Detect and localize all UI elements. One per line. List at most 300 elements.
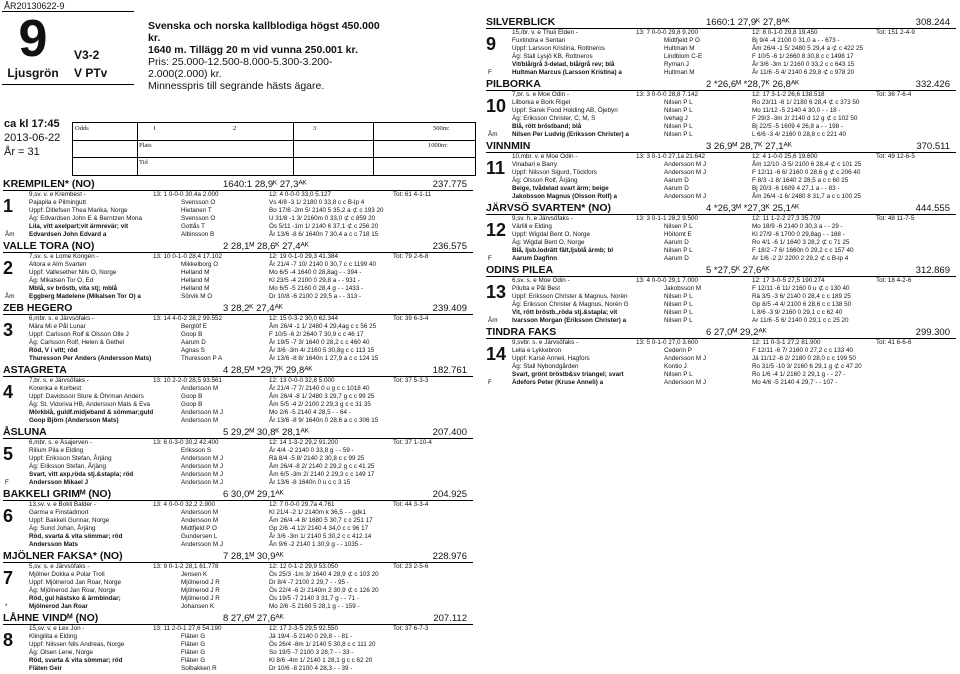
driver-name: Mikkelborg O: [181, 261, 219, 268]
driver-name: Svensson O: [181, 199, 216, 206]
race-record: Åm 26/4 -1 6/ 2480 8 31,7 a c c 100 25: [752, 193, 861, 200]
horse-name: MJÖLNER FAKSA* (NO): [3, 550, 123, 562]
horse-info: Uppf: Eriksson Stefan, Årjäng: [29, 455, 112, 462]
horse-distance-records: 3 28,2ᴷ 27,4ᴬᴷ: [223, 303, 283, 314]
horse-line: [486, 37, 956, 45]
horse-header: [486, 202, 956, 215]
driver-name: Kontio J: [664, 363, 687, 370]
horse-line: [3, 541, 473, 549]
horse-line: [486, 379, 956, 387]
race-record: Åm 5/5 -4 2/ 2100 2 29,3 g c c 31 35: [269, 401, 371, 408]
horse-stat: 12: 12 0-1-2 29,9 53.050: [269, 563, 338, 570]
horse-info: Äg: Olsen Lene, Norge: [29, 649, 94, 656]
horse-info: Mörkblå, guldf.midjeband & sömmar;guld: [29, 409, 154, 416]
horse-entry: [3, 488, 473, 549]
horse-entry: [486, 326, 956, 387]
driver-name: Andersson M J: [181, 409, 223, 416]
driver-name: Helland M: [181, 285, 210, 292]
driver-name: Berglöf E: [181, 323, 207, 330]
start-number: 3: [3, 320, 14, 340]
horse-line: [486, 255, 956, 263]
driver-name: Gundersen L: [181, 533, 218, 540]
race-record: Dr 10/6 -8 2100 4 28,3 - - 39 -: [269, 665, 353, 672]
horse-entry: [3, 426, 473, 487]
horse-points: 308.244: [915, 17, 950, 28]
driver-name: Aarum D: [181, 339, 206, 346]
horse-stat: 13: 3 0-1-1 28,2 9.500: [636, 215, 698, 222]
horse-stat: 9,svbr. s. e Järvsöfaks -: [512, 339, 579, 346]
divider: [2, 84, 134, 85]
driver-name: Aarum D: [664, 177, 689, 184]
horse-entry: [486, 264, 956, 325]
horse-info: Hultman Marcus (Larsson Kristina) a: [512, 69, 622, 76]
race-record: Ro 4/1 -6 1/ 1640 3 28,2 ⊄ c 71 25: [752, 239, 850, 246]
horse-entry: [3, 178, 473, 239]
horse-line: [486, 45, 956, 53]
horse-stat: Tot: 79 2-6-8: [393, 253, 429, 260]
race-record: F 10/5 -6 1/ 2660 8 30,8 c c 1498 17: [752, 53, 854, 60]
horse-name: BAKKELI GRIMᴹ (NO): [3, 488, 112, 500]
driver-name: Agnas S: [181, 347, 205, 354]
horse-info: Garma e Finstadmort: [29, 509, 89, 516]
race-record: Åm 26/4 -1 1/ 2480 4 29,4ag c c 56 25: [269, 323, 377, 330]
horse-info: Äg: St. Vidoriva HB, Andersson Mats & Eva: [29, 401, 150, 408]
horse-line: [3, 355, 473, 363]
horse-line: [486, 53, 956, 61]
horse-points: 444.555: [915, 203, 950, 214]
owner-mark: Åm: [5, 293, 15, 300]
year-note: År = 31: [4, 146, 40, 158]
horse-stat: 13: 9 0-1-2 28,1 61.778: [153, 563, 219, 570]
horse-stat: 15,/br. v. e Thuli Elden -: [512, 29, 578, 36]
horse-line: [486, 91, 956, 99]
start-number: 13: [486, 282, 507, 302]
horse-stat: 12: 15 0-3-2 30,0 62.344: [269, 315, 338, 322]
horse-line: [486, 177, 956, 185]
horse-line: [486, 285, 956, 293]
race-record: Vs 4/8 -3 1/ 2180 0 33,8 c c B-lp 4: [269, 199, 365, 206]
horse-info: Mjölnerod Jan Roar: [29, 603, 88, 610]
race-record: År 3/6 -3m 1/ 2140 5 30,2 c c 412 14: [269, 533, 372, 540]
horse-header: [3, 488, 473, 501]
owner-mark: *: [5, 603, 8, 610]
horse-info: Altora e Alm Svarten: [29, 261, 87, 268]
horse-info: Uppf: Carlsson Rolf & Olsson Olle J: [29, 331, 129, 338]
horse-stat: 13: 6 0-3-0 30,2 42.400: [153, 439, 219, 446]
driver-name: Svensson O: [181, 215, 216, 222]
race-record: Åm 26/4 -8 1/ 2480 3 29,7 g c c 99 25: [269, 393, 375, 400]
horse-line: [3, 455, 473, 463]
driver-name: Andersson M J: [181, 463, 223, 470]
horse-stat: 13: 7 0-0-0 29,8 9.200: [636, 29, 698, 36]
race-record: Jä 19/4 -5 2140 0 29,8 - - 81 -: [269, 633, 353, 640]
driver-name: Andersson M J: [664, 355, 706, 362]
horse-stat: 12: 17 3-0-5 27,5 190.274: [752, 277, 825, 284]
driver-name: Nilsen P L: [664, 223, 693, 230]
horse-name: PILBORKA: [486, 78, 541, 90]
horse-stat: 6,mbr. s. e Åsajerven -: [29, 439, 92, 446]
horse-points: 312.869: [915, 265, 950, 276]
driver-name: Mjölnerod J R: [181, 579, 220, 586]
driver-name: Goop B: [181, 331, 203, 338]
horse-info: Goop Björn (Andersson Mats): [29, 417, 119, 424]
result-grid: [72, 122, 476, 176]
horse-points: 228.976: [432, 551, 467, 562]
horse-line: [486, 301, 956, 309]
driver-name: Andersson M: [181, 509, 219, 516]
driver-name: Andersson M J: [181, 479, 223, 486]
driver-name: Ryman J: [664, 61, 689, 68]
race-record: Ös 22/4 -6 2/ 2140m 2 30,9 ⊄ c 126 20: [269, 587, 379, 594]
horse-stat: 12: 17 3-1-2 26,6 138.518: [752, 91, 825, 98]
horse-stat: Tot: 48 11-7-5: [876, 215, 915, 222]
horse-stat: 12: 17 2-3-5 29,5 92.550: [269, 625, 338, 632]
horse-name: TINDRA FAKS: [486, 326, 557, 338]
horse-info: Pilutta e Pål Best: [512, 285, 560, 292]
horse-info: Röd, svarta & vita sömmar; röd: [29, 657, 123, 664]
race-record: Åm 26/4 -8 2/ 2140 2 29,2 g c c 41 25: [269, 463, 375, 470]
horse-line: [486, 153, 956, 161]
race-record: So 19/5 -7 2100 3 28,7 - - 33 -: [269, 649, 354, 656]
horse-line: [3, 339, 473, 347]
horse-info: Nilsen Per Ludvig (Eriksson Christer) a: [512, 131, 629, 138]
race-record: År 3/6 -3m 4/ 2160 5 30,8g c c 113 15: [269, 347, 375, 354]
horse-info: Lilborka e Bork Rigel: [512, 99, 571, 106]
race-record: L 6/6 -3 4/ 2160 0 28,8 c c 221 40: [752, 131, 846, 138]
horse-info: Lella e Lykkebron: [512, 347, 562, 354]
horse-points: 370.511: [916, 141, 950, 152]
horse-distance-records: 5 29,2ᴹ 30,8ᴷ 28,1ᴬᴷ: [223, 427, 309, 438]
horse-info: Edvardsen John Edvard a: [29, 231, 107, 238]
horse-info: Klingilita e Elding: [29, 633, 77, 640]
race-record: Ar 1/6 -2 2/ 2200 2 29,2 ⊄ c B-lp 4: [752, 255, 849, 262]
driver-name: Andersson M: [181, 385, 219, 392]
grid-plats-label: Plats: [139, 142, 152, 149]
horse-info: Äg: Sund Johan, Årjäng: [29, 525, 96, 532]
driver-name: Fläten G: [181, 649, 206, 656]
horse-line: [3, 509, 473, 517]
race-record: F 18/2 -7 6/ 1660n 0 29,2 c c 157 40: [752, 247, 854, 254]
race-record: Jä 11/12 -6 2/ 2180 0 28,0 c c 199 50: [752, 355, 856, 362]
grid-col1: 1: [153, 125, 157, 132]
driver-name: Nilsen P L: [664, 123, 693, 130]
horse-line: [3, 253, 473, 261]
horse-info: Uppf: Davidsson Sture & Öhrman Anders: [29, 393, 144, 400]
race-record: Ro 23/11 -6 1/ 2180 6 28,4 ⊄ c 373 50: [752, 99, 860, 106]
race-id: ÅR20130622-9: [4, 1, 65, 11]
horse-info: Korenka e Korbest: [29, 385, 82, 392]
horse-stat: 13: 11 2-0-1 27,6 54.190: [153, 625, 222, 632]
driver-name: Andersson M J: [664, 169, 706, 176]
horse-info: Äg: Carlsson Rolf, Helen & Gethel: [29, 339, 125, 346]
horse-line: [3, 231, 473, 239]
horse-points: 237.775: [432, 179, 467, 190]
horse-distance-records: 2 28,1ᴹ 28,6ᴷ 27,4ᴬᴷ: [223, 241, 309, 252]
horse-stat: 9,sv. v. e Krembest -: [29, 191, 86, 198]
horse-stat: 13: 10 0-1-0 28,4 17.102: [153, 253, 222, 260]
horse-header: [3, 612, 473, 625]
grid-1000m: 1000m:: [428, 142, 448, 149]
horse-name: ZEB HEGERO: [3, 302, 73, 314]
horse-stat: Tot: 151 2-4-9: [876, 29, 915, 36]
horse-stat: 13: 3 0-1-0 27,1a 21.642: [636, 153, 705, 160]
horse-entry: [3, 550, 473, 611]
horse-info: Thuresson Per Anders (Andersson Mats): [29, 355, 152, 362]
horse-line: [3, 439, 473, 447]
driver-name: Aarum D: [664, 255, 689, 262]
horse-info: Uppf: Ditlefsen Thea Marika, Norge: [29, 207, 128, 214]
horse-stat: 12: 7 0-0-0 29,7a 4.761: [269, 501, 335, 508]
horse-line: [3, 501, 473, 509]
horse-line: [3, 347, 473, 355]
horse-line: [3, 603, 473, 611]
horse-info: Svart, grönt bröstb&sv triangel; svart: [512, 371, 624, 378]
horse-distance-records: 3 26,9ᴹ 28,7ᴷ 27,1ᴬᴷ: [706, 141, 792, 152]
race-record: F 8/3 -1 8/ 1640 2 28,5 a c c 60 25: [752, 177, 849, 184]
start-number: 2: [3, 258, 14, 278]
race-record: Åm 6/5 -3m 2/ 2140 2 29,3 c c 149 17: [269, 471, 375, 478]
grid-odds-label: Odds: [75, 125, 89, 132]
horse-info: Äg: Eriksson Christer & Magnus, Norén G: [512, 301, 629, 308]
owner-mark: F: [488, 69, 492, 76]
horse-stat: Tot: 18 4-2-6: [876, 277, 912, 284]
horse-line: [486, 239, 956, 247]
horse-line: [3, 323, 473, 331]
driver-name: Nilsen P L: [664, 317, 693, 324]
race-record: F 12/11 -6 7/ 2160 0 27,2 c c 133 40: [752, 347, 854, 354]
horse-line: [486, 277, 956, 285]
horse-column-left: [3, 178, 473, 674]
horse-line: [3, 377, 473, 385]
race-record: F 10/5 -6 2/ 2640 7 30,9 c c 46 17: [269, 331, 364, 338]
horse-distance-records: 5 *27,5ᴷ 27,6ᴬᴷ: [706, 265, 770, 276]
start-number: 8: [3, 630, 14, 650]
race-record: Bj 22/5 -5 1609 4 26,8 a - - 198 -: [752, 123, 844, 130]
owner-mark: F: [488, 379, 492, 386]
horse-info: Värlill e Elding: [512, 223, 552, 230]
race-record: Mo 11/12 -5 2140 4 30,0 - - 18 -: [752, 107, 841, 114]
horse-points: 204.925: [432, 489, 467, 500]
horse-info: Fläten Geir: [29, 665, 62, 672]
grid-col2: 2: [233, 125, 237, 132]
horse-info: Uppf: Mjölnerod Jan Roar, Norge: [29, 579, 122, 586]
horse-line: [486, 169, 956, 177]
horse-points: 299.300: [915, 327, 950, 338]
horse-line: [486, 185, 956, 193]
race-record: Bj 20/3 -6 1609 4 27,1 a - - 83 -: [752, 185, 840, 192]
owner-mark: Åm: [488, 317, 498, 324]
horse-name: VALLE TORA (NO): [3, 240, 95, 252]
driver-name: Helland M: [181, 277, 210, 284]
race-record: U 31/8 -1 3/ 2160m 0 33,0 ⊄ c 859 20: [269, 215, 376, 222]
horse-points: 239.409: [432, 303, 467, 314]
race-record: Kl 21/4 -2 1/ 2140m k 36,5 - - gdk1: [269, 509, 366, 516]
horse-line: [3, 447, 473, 455]
horse-name: KREMPILEN* (NO): [3, 178, 95, 190]
horse-line: [486, 371, 956, 379]
horse-info: Uppf: Karsé Anneli, Hagfors: [512, 355, 590, 362]
horse-stat: 12: 8 0-1-0 29,8 19.450: [752, 29, 818, 36]
horse-distance-records: 4 28,5ᴹ *29,7ᴷ 29,8ᴬᴷ: [223, 365, 313, 376]
horse-distance-records: 4 *26,3ᴹ *27,3ᴷ 25,1ᴬᴷ: [706, 203, 800, 214]
horse-line: [3, 331, 473, 339]
horse-stat: 13: 4 0-0-0 32,2 2.900: [153, 501, 215, 508]
driver-name: Hultman M: [664, 45, 695, 52]
horse-stat: 10,mbr. v. e Moe Odin -: [512, 153, 578, 160]
horse-line: [3, 191, 473, 199]
horse-info: Andersson Mikael J: [29, 479, 89, 486]
horse-stat: 13: 10 2-2-0 28,5 93.561: [153, 377, 222, 384]
horse-entry: [3, 612, 473, 673]
race-record: År 13/6 -8 8/ 1640n 1 27,9 a c c 124 15: [269, 355, 379, 362]
horse-stat: 13: 14 4-0-2 28,2 99.552: [153, 315, 222, 322]
horse-entry: [486, 140, 956, 201]
driver-name: Höitomt E: [664, 231, 692, 238]
horse-line: [486, 61, 956, 69]
race-record: Mo 2/6 -5 2160 5 28,1 g - - 159 -: [269, 603, 360, 610]
driver-name: Nilsen P L: [664, 371, 693, 378]
horse-line: [3, 625, 473, 633]
start-number: 14: [486, 344, 507, 364]
horse-stat: 13,sv. v. e Bokli Balder -: [29, 501, 96, 508]
horse-stat: 6,mbr. s. e Järvsöfaks -: [29, 315, 95, 322]
horse-info: Uppf: Bakkeli Gunnar, Norge: [29, 517, 110, 524]
race-record: Kl 27/9 -6 1700 0 29,8ag - - 188 -: [752, 231, 845, 238]
horse-line: [3, 215, 473, 223]
horse-line: [3, 533, 473, 541]
horse-distance-records: 1660:1 27,9ᴷ 27,8ᴬᴷ: [706, 17, 790, 28]
horse-name: ASTAGRETA: [3, 364, 67, 376]
driver-name: Nilsen P L: [664, 107, 693, 114]
race-record: Gp 2/6 -4 12/ 2140 4 34,0 c c 96 17: [269, 525, 369, 532]
horse-info: Eggberg Madelene (Mikalsen Tor O) a: [29, 293, 141, 300]
horse-line: [486, 69, 956, 77]
horse-info: Ivarsson Morgan (Eriksson Christer) a: [512, 317, 627, 324]
horse-stat: Tot: 37 5-3-3: [393, 377, 429, 384]
race-record: Ro 31/5 -10 3/ 2160 6 29,1 g ⊄ c 47 20: [752, 363, 862, 370]
horse-header: [3, 178, 473, 191]
owner-mark: Åm: [488, 131, 498, 138]
horse-line: [3, 517, 473, 525]
horse-header: [3, 426, 473, 439]
horse-info: Rilium Pila e Elding: [29, 447, 84, 454]
horse-entry: [3, 240, 473, 301]
horse-info: Uppf: Vallesether Nils O, Norge: [29, 269, 117, 276]
owner-mark: F: [5, 479, 9, 486]
horse-line: [3, 633, 473, 641]
horse-distance-records: 7 28,1ᴹ 30,9ᴬᴷ: [223, 551, 284, 562]
horse-stat: 12: 11 1-2-2 27,3 35.709: [752, 215, 821, 222]
race-record: F 12/11 -6 11/ 2160 0 u ⊄ c 130 40: [752, 285, 850, 292]
horse-line: [486, 215, 956, 223]
horse-stat: 12: 4 0-0-0 33,0 5.127: [269, 191, 331, 198]
horse-stat: Tot: 37 1-10-4: [393, 439, 432, 446]
race-record: Mo 6/5 -4 1640 0 28,8ag - - 394 -: [269, 269, 362, 276]
driver-name: Andersson M J: [181, 455, 223, 462]
horse-header: [486, 326, 956, 339]
horse-line: [3, 269, 473, 277]
horse-points: 332.426: [915, 79, 950, 90]
driver-name: Nilsen P L: [664, 301, 693, 308]
horse-points: 236.575: [432, 241, 467, 252]
driver-name: Hultman M: [664, 69, 695, 76]
horse-info: Jakobsson Magnus (Olsson Rolf) a: [512, 193, 617, 200]
race-record: Mo 18/9 -6 2140 0 30,3 a - - 29 -: [752, 223, 843, 230]
race-record: Åm 26/4 -1 5/ 2480 5 29,4 a ⊄ c 422 25: [752, 45, 863, 52]
grid-col3: 3: [313, 125, 317, 132]
horse-stat: 15,sv. v. e Lex Jon -: [29, 625, 85, 632]
horse-entry: [486, 202, 956, 263]
horse-line: [3, 293, 473, 301]
race-record: Åm 12/10 -3 5/ 2100 6 28,4 ⊄ c 101 25: [752, 161, 862, 168]
horse-column-right: [486, 16, 956, 388]
horse-line: [486, 115, 956, 123]
start-time: ca kl 17:45: [4, 118, 60, 130]
horse-info: Fuxtindra e Sentan: [512, 37, 566, 44]
race-record: Åm 26/4 -4 8/ 1680 5 30,7 c c 251 17: [269, 517, 373, 524]
horse-name: LÅHNE VINDᴹ (NO): [3, 612, 99, 624]
race-record: Gp 8/5 -4 4/ 2100 6 28,6 c c 138 50: [752, 301, 852, 308]
horse-distance-records: 1640:1 28,9ᴷ 27,3ᴬᴷ: [223, 179, 307, 190]
race-record: Dr 8/4 -7 2100 2 29,7 - - 95 -: [269, 579, 349, 586]
start-number: 12: [486, 220, 507, 240]
horse-stat: 12: 19 0-1-0 29,3 41.384: [269, 253, 338, 260]
horse-stat: 7,br. s. e Järvsöfaks -: [29, 377, 89, 384]
driver-name: Thuresson P A: [181, 355, 223, 362]
horse-info: Äg: Eriksson Stefan, Årjäng: [29, 463, 107, 470]
driver-name: Goop B: [181, 393, 203, 400]
horse-line: [3, 315, 473, 323]
horse-stat: 13: 3 0-0-0 28,8 7.142: [636, 91, 698, 98]
driver-name: Nilsen P L: [664, 99, 693, 106]
race-title-line: Svenska och norska kallblodiga högst 450.000 kr.: [148, 20, 380, 45]
horse-info: Andersson Mats: [29, 541, 78, 548]
race-title-line: 1640 m. Tillägg 20 m vid vunna 250.001 kr.: [148, 44, 358, 57]
start-number: 7: [3, 568, 14, 588]
driver-name: Hietanen T: [181, 207, 212, 214]
driver-name: Midtfjeld P O: [664, 37, 700, 44]
race-record: År 19/5 -7 3/ 1640 0 28,2 c c 460 40: [269, 339, 370, 346]
horse-stat: 7,br. s. e Moe Odin -: [512, 91, 570, 98]
driver-name: Nilsen P L: [664, 131, 693, 138]
horse-line: [486, 363, 956, 371]
race-record: Bj 9/4 -4 2100 0 31,0 a - - 673 -: [752, 37, 840, 44]
horse-line: [3, 471, 473, 479]
horse-info: Lila, vitt axelpart;vit ärmrevär; vit: [29, 223, 129, 230]
horse-line: [486, 355, 956, 363]
horse-info: Äg: Olsson Rolf, Årjäng: [512, 177, 578, 184]
driver-name: Nilsen P L: [664, 309, 693, 316]
horse-header: [3, 550, 473, 563]
horse-info: Svart, vitt axp,röda stj.&stapla; röd: [29, 471, 134, 478]
driver-name: Ivehag J: [664, 115, 688, 122]
horse-stat: 9,sv. h. e Järvsöfaks -: [512, 215, 573, 222]
horse-info: Uppf: Nilsson Sigurd, Töckfors: [512, 169, 597, 176]
race-record: År 3/6 -3m 1/ 2160 0 33,2 c c 643 15: [752, 61, 855, 68]
horse-line: [3, 463, 473, 471]
race-record: Ös 19/5 -7 2140 3 31,7 g - - 71 -: [269, 595, 359, 602]
horse-line: [3, 571, 473, 579]
horse-info: Aarum Dagfinn: [512, 255, 558, 262]
horse-stat: Tot: 36 7-6-4: [876, 91, 912, 98]
horse-entry: [3, 364, 473, 425]
horse-info: Mära Mi e Pål Lunar: [29, 323, 86, 330]
horse-header: [3, 240, 473, 253]
horse-line: [486, 347, 956, 355]
horse-line: [486, 193, 956, 201]
driver-name: Andersson M J: [664, 379, 706, 386]
horse-name: JÄRVSÖ SVARTEN* (NO): [486, 202, 612, 214]
